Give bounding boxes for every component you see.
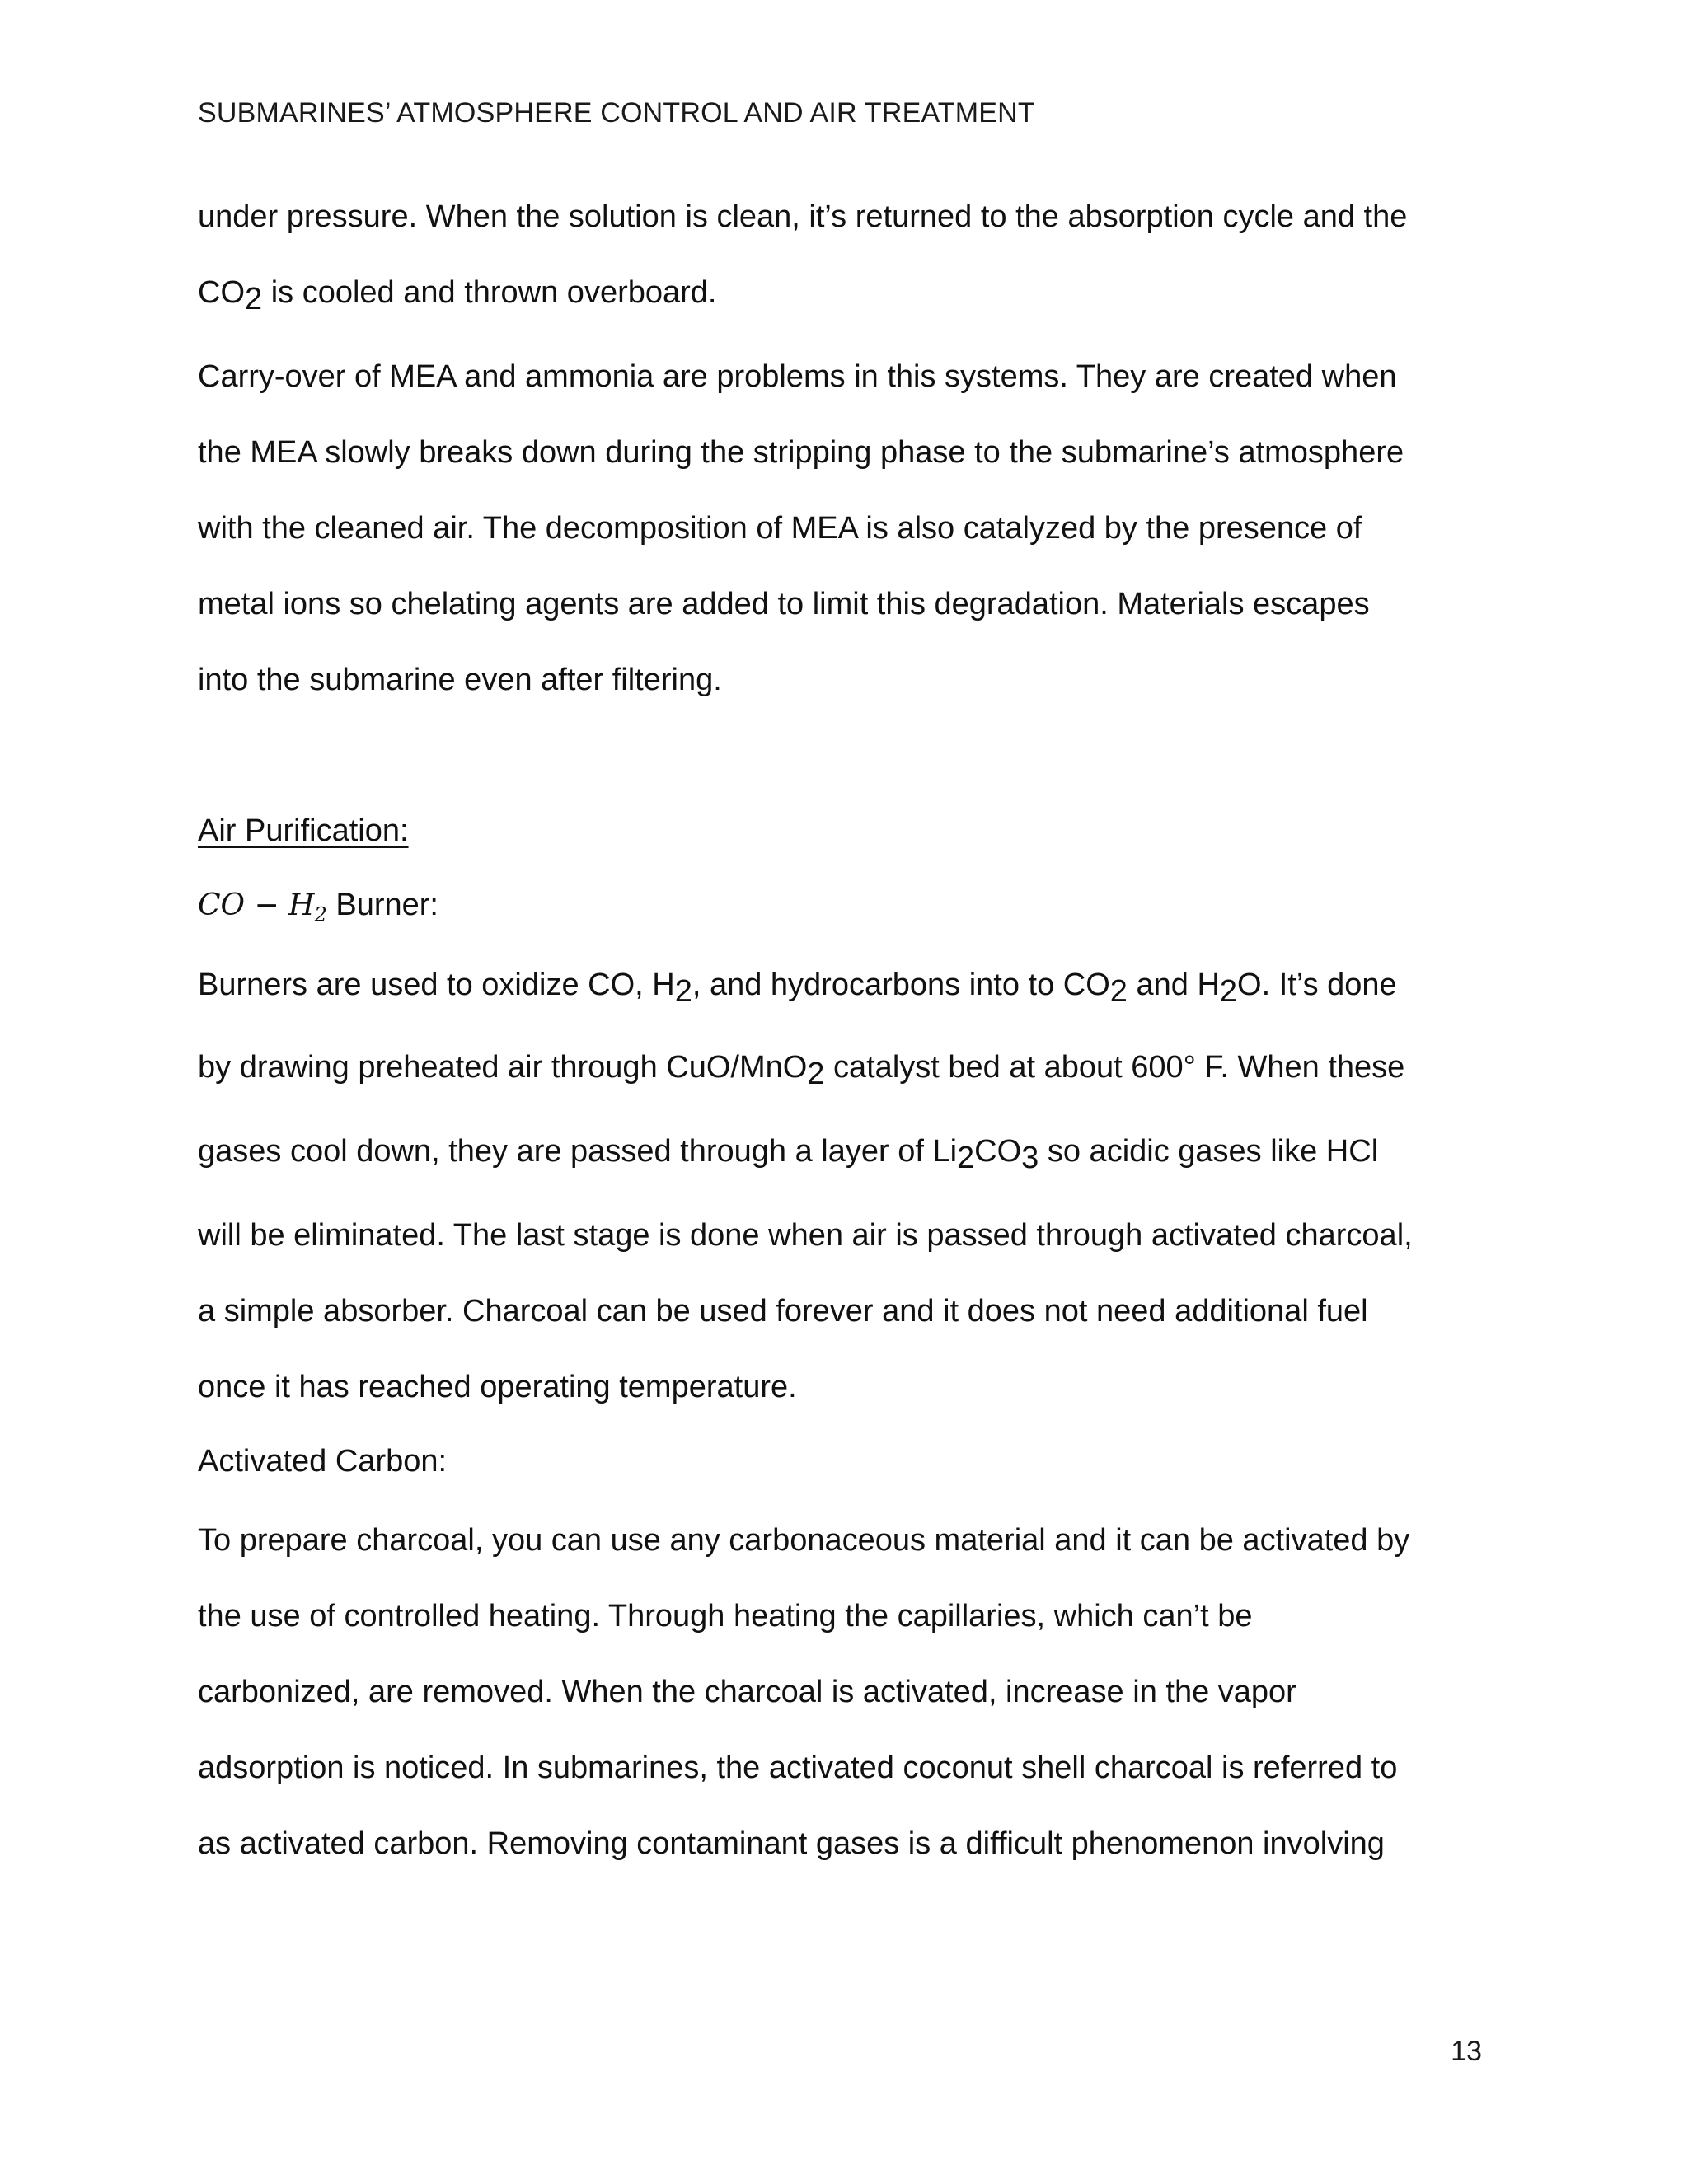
text-run: O. It’s done xyxy=(1237,968,1397,1002)
subscript: 3 xyxy=(1021,1141,1039,1175)
text-run: is cooled and thrown overboard. xyxy=(262,275,717,310)
page-number: 13 xyxy=(1451,2036,1482,2067)
burner-subheading xyxy=(198,886,1500,925)
section-heading: Air Purification: xyxy=(198,813,409,848)
text-run: gases cool down, they are passed through a layer of Li xyxy=(198,1134,958,1169)
text-run: CO xyxy=(974,1134,1022,1169)
subscript: 2 xyxy=(807,1057,825,1091)
text-run: Burners are used to oxidize CO, H xyxy=(198,968,675,1002)
subscript: 2 xyxy=(1109,974,1128,1009)
subscript: 2 xyxy=(674,974,692,1009)
paragraph-line xyxy=(198,1132,1500,1175)
math-subscript: 2 xyxy=(314,903,327,926)
math-formula xyxy=(198,888,327,926)
text-run: catalyst bed at about 600° F. When these xyxy=(824,1050,1405,1085)
paragraph-line: a simple absorber. Charcoal can be used forever and it does not need additional fuel xyxy=(198,1294,1368,1329)
paragraph-line: once it has reached operating temperature. xyxy=(198,1370,797,1404)
paragraph-line: with the cleaned air. The decomposition of MEA is also catalyzed by the presence of xyxy=(198,511,1362,546)
paragraph-line: metal ions so chelating agents are added to limit this degradation. Materials escapes xyxy=(198,587,1370,621)
subheading: Activated Carbon: xyxy=(198,1444,448,1479)
subscript: 2 xyxy=(1219,974,1238,1009)
paragraph-line: under pressure. When the solution is clean, it’s returned to the absorption cycle and the xyxy=(198,199,1408,234)
paragraph-line: will be eliminated. The last stage is done when air is passed through activated charcoal, xyxy=(198,1218,1413,1253)
text-run: so acidic gases like HCl xyxy=(1039,1134,1379,1169)
paragraph-line: as activated carbon. Removing contaminant gases is a difficult phenomenon involving xyxy=(198,1826,1385,1861)
paragraph-line: To prepare charcoal, you can use any carbonaceous material and it can be activated by xyxy=(198,1523,1410,1558)
paragraph-line: carbonized, are removed. When the charcoal is activated, increase in the vapor xyxy=(198,1675,1296,1709)
text-run: CO xyxy=(198,275,245,310)
running-header: SUBMARINES’ ATMOSPHERE CONTROL AND AIR TREATMENT xyxy=(198,97,1035,129)
subheading-label: Burner: xyxy=(326,888,438,922)
text-run: , and hydrocarbons into to CO xyxy=(692,968,1110,1002)
text-run: by drawing preheated air through CuO/MnO xyxy=(198,1050,808,1085)
text-run: and H xyxy=(1127,968,1220,1002)
paragraph-line xyxy=(198,274,1500,316)
paragraph-line: adsorption is noticed. In submarines, the activated coconut shell charcoal is referred to xyxy=(198,1750,1398,1785)
math-operator: − xyxy=(245,888,289,922)
paragraph-line xyxy=(198,966,1500,1009)
paragraph-line: the use of controlled heating. Through heating the capillaries, which can’t be xyxy=(198,1599,1253,1633)
paragraph-line: the MEA slowly breaks down during the stripping phase to the submarine’s atmosphere xyxy=(198,435,1404,470)
subscript: 2 xyxy=(245,282,263,316)
paragraph-line: into the submarine even after filtering. xyxy=(198,663,722,697)
math-term: H xyxy=(288,888,315,922)
paragraph-line: Carry-over of MEA and ammonia are problems in this systems. They are created when xyxy=(198,359,1397,394)
subscript: 2 xyxy=(957,1141,975,1175)
paragraph-line xyxy=(198,1048,1500,1091)
math-term: CO xyxy=(198,888,246,922)
